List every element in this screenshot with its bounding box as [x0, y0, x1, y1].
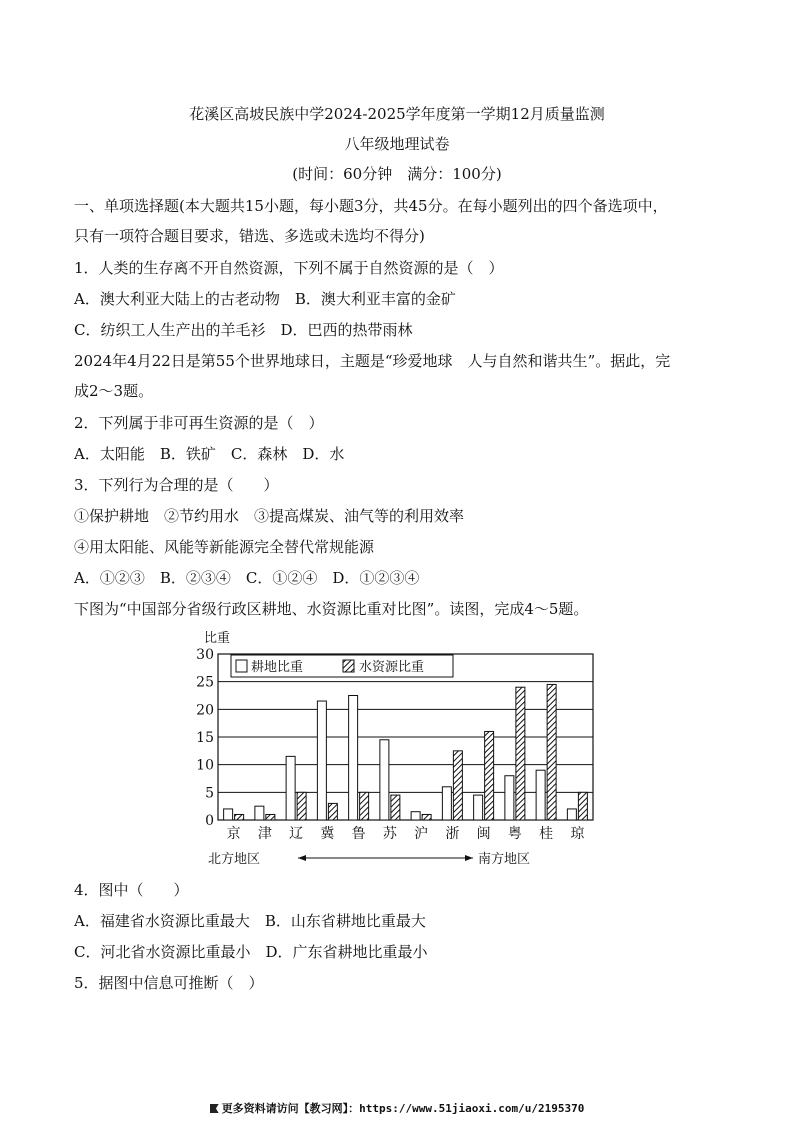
region-arrow-left [298, 855, 306, 861]
section-heading-cont: 只有一项符合题目要求，错选、多选或未选均不得分) [74, 227, 425, 245]
bar-water-2 [297, 792, 306, 820]
x-tick-label: 浙 [445, 826, 460, 842]
y-tick-label: 5 [205, 785, 214, 802]
q4-options-ab: A．福建省水资源比重最大 B．山东省耕地比重最大 [74, 912, 426, 930]
bar-chart-svg [196, 628, 596, 873]
q3-stem: 3．下列行为合理的是（ ） [74, 476, 279, 494]
q3-options: A．①②③ B．②③④ C．①②④ D．①②③④ [74, 569, 420, 587]
north-region-label: 北方地区 [208, 852, 261, 867]
x-tick-label: 津 [257, 826, 272, 842]
q3-item-1: ①保护耕地 ②节约用水 ③提高煤炭、油气等的利用效率 [74, 507, 465, 525]
y-tick-label: 10 [196, 757, 214, 774]
y-tick-label: 20 [196, 702, 214, 719]
bar-cropland-8 [474, 795, 483, 820]
y-tick-label: 30 [196, 647, 214, 663]
bar-water-3 [328, 803, 337, 820]
bar-water-7 [453, 751, 462, 820]
x-tick-label: 鲁 [351, 826, 366, 842]
bar-cropland-7 [442, 787, 451, 820]
x-tick-label: 桂 [539, 826, 554, 842]
exam-title: 花溪区高坡民族中学2024-2025学年度第一学期12月质量监测 [189, 105, 605, 123]
q2-stem: 2．下列属于非可再生资源的是（ ） [74, 414, 324, 432]
region-arrow-right [465, 855, 473, 861]
bar-chart [196, 628, 596, 873]
intro-q4-5: 下图为“中国部分省级行政区耕地、水资源比重对比图”。读图，完成4～5题。 [74, 600, 589, 618]
x-tick-label: 辽 [289, 826, 304, 842]
q4-options-cd: C．河北省水资源比重最小 D．广东省耕地比重最小 [74, 943, 428, 961]
x-tick-label: 闽 [476, 826, 491, 842]
x-tick-label: 沪 [414, 826, 429, 842]
bar-water-8 [485, 731, 494, 820]
bar-cropland-5 [380, 740, 389, 820]
south-region-label: 南方地区 [478, 852, 531, 867]
y-axis-label: 比重 [204, 631, 231, 646]
section-heading: 一、单项选择题(本大题共15小题，每小题3分，共45分。在每小题列出的四个备选项中， [74, 197, 668, 215]
x-tick-label: 冀 [320, 826, 335, 842]
legend-label-cropland: 耕地比重 [251, 660, 304, 675]
bar-water-1 [266, 814, 275, 820]
intro-q2-3: 2024年4月22日是第55个世界地球日，主题是“珍爱地球 人与自然和谐共生”。据此，完 [74, 352, 671, 370]
bar-water-11 [578, 792, 587, 820]
bar-cropland-10 [536, 770, 545, 820]
bar-water-0 [235, 814, 244, 820]
y-tick-label: 25 [196, 674, 214, 691]
bar-cropland-0 [224, 809, 233, 820]
q1-options-ab: A．澳大利亚大陆上的古老动物 B．澳大利亚丰富的金矿 [74, 290, 456, 308]
bar-water-4 [360, 792, 369, 820]
flag-icon [210, 1104, 219, 1113]
bar-cropland-6 [411, 812, 420, 820]
bar-water-5 [391, 795, 400, 820]
bar-water-9 [516, 687, 525, 820]
bar-cropland-2 [286, 756, 295, 820]
x-tick-label: 琼 [570, 826, 585, 842]
exam-time-info: (时间：60分钟 满分：100分) [292, 165, 502, 183]
q2-options: A．太阳能 B．铁矿 C．森林 D．水 [74, 445, 345, 463]
q1-stem: 1．人类的生存离不开自然资源，下列不属于自然资源的是（ ） [74, 259, 504, 277]
q4-stem: 4．图中（ ） [74, 881, 189, 899]
bar-cropland-1 [255, 806, 264, 820]
q5-stem: 5．据图中信息可推断（ ） [74, 974, 264, 992]
x-tick-label: 京 [226, 826, 241, 842]
bar-water-10 [547, 684, 556, 820]
bar-cropland-11 [567, 809, 576, 820]
bar-cropland-3 [317, 701, 326, 820]
y-tick-label: 15 [196, 730, 214, 746]
exam-subtitle: 八年级地理试卷 [344, 135, 450, 153]
bar-cropland-4 [349, 696, 358, 821]
bar-water-6 [422, 814, 431, 820]
legend-label-water: 水资源比重 [359, 660, 425, 675]
y-tick-label: 0 [205, 813, 214, 829]
legend-swatch-water [343, 660, 354, 672]
x-tick-label: 苏 [382, 826, 397, 842]
q1-options-cd: C．纺织工人生产出的羊毛衫 D．巴西的热带雨林 [74, 321, 413, 339]
footer [0, 1100, 794, 1116]
legend-swatch-cropland [236, 660, 247, 672]
q3-item-2: ④用太阳能、风能等新能源完全替代常规能源 [74, 538, 375, 556]
footer-link-text[interactable]: 更多资料请访问【教习网】：https://www.51jiaoxi.com/u/2195370 [221, 1102, 585, 1115]
intro-q2-3-cont: 成2～3题。 [74, 382, 154, 400]
bar-cropland-9 [505, 776, 514, 820]
x-tick-label: 粤 [507, 826, 522, 842]
